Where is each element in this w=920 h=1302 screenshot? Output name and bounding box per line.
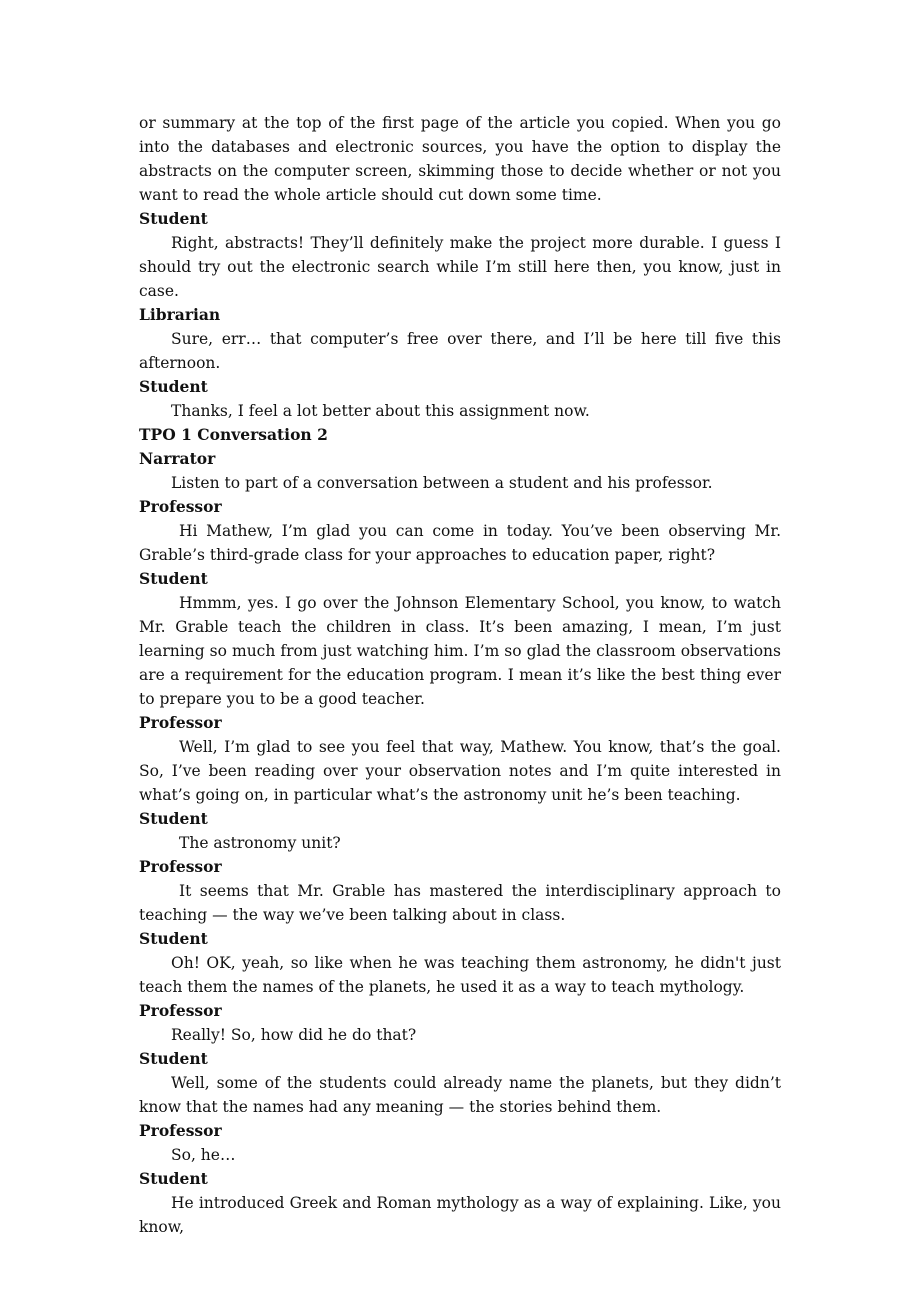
speaker-label: Student xyxy=(139,209,208,228)
speaker-label: Narrator xyxy=(139,449,216,468)
speaker-label: Professor xyxy=(139,1001,222,1020)
paragraph: Thanks, I feel a lot better about this assignment now. xyxy=(171,402,590,420)
speaker-label: Student xyxy=(139,1169,208,1188)
paragraph: Right, abstracts! They’ll definitely make the project more durable. I guess I should try out the electronic search while I’m still here then, you know, just in case. xyxy=(139,234,781,300)
paragraph: Listen to part of a conversation between a student and his professor. xyxy=(171,474,713,492)
speaker-label: Librarian xyxy=(139,305,221,324)
speaker-label: Student xyxy=(139,809,208,828)
paragraph: Hmmm, yes. I go over the Johnson Elementary School, you know, to watch Mr. Grable teach the children in class. It’s been amazing, I mean, I’m just learning so much from just watching him. I’m so glad the classroom observations are a requirement for the education program. I mean it’s like the best thing ever to prepare you to be a good teacher. xyxy=(139,594,781,708)
paragraph: The astronomy unit? xyxy=(179,834,341,852)
paragraph: So, he… xyxy=(171,1146,236,1164)
speaker-label: Professor xyxy=(139,1121,222,1140)
speaker-label: Professor xyxy=(139,713,222,732)
speaker-label: Student xyxy=(139,929,208,948)
speaker-label: Student xyxy=(139,1049,208,1068)
speaker-label: Professor xyxy=(139,857,222,876)
paragraph: He introduced Greek and Roman mythology as a way of explaining. Like, you know, xyxy=(139,1194,781,1236)
paragraph: Well, I’m glad to see you feel that way, Mathew. You know, that’s the goal. So, I’ve been reading over your observation notes and I’m quite interested in what’s going on, in particular what’s the astronomy unit he’s been teaching. xyxy=(139,738,781,804)
paragraph: Hi Mathew, I’m glad you can come in today. You’ve been observing Mr. Grable’s third-grade class for your approaches to education paper, right? xyxy=(139,522,781,564)
paragraph: Really! So, how did he do that? xyxy=(171,1026,417,1044)
speaker-label: Professor xyxy=(139,497,222,516)
paragraph: or summary at the top of the first page of the article you copied. When you go into the databases and electronic sources, you have the option to display the abstracts on the computer screen, skimming those to decide whether or not you want to read the whole article should cut down some time. xyxy=(139,114,781,204)
speaker-label: Student xyxy=(139,569,208,588)
section-heading: TPO 1 Conversation 2 xyxy=(139,425,328,444)
paragraph: Sure, err… that computer’s free over there, and I’ll be here till five this afternoon. xyxy=(139,330,781,372)
paragraph: Well, some of the students could already name the planets, but they didn’t know that the names had any meaning — the stories behind them. xyxy=(139,1074,781,1116)
paragraph: Oh! OK, yeah, so like when he was teaching them astronomy, he didn't just teach them the names of the planets, he used it as a way to teach mythology. xyxy=(139,954,781,996)
speaker-label: Student xyxy=(139,377,208,396)
document-page xyxy=(139,111,781,1239)
paragraph: It seems that Mr. Grable has mastered the interdisciplinary approach to teaching — the way we’ve been talking about in class. xyxy=(139,882,781,924)
